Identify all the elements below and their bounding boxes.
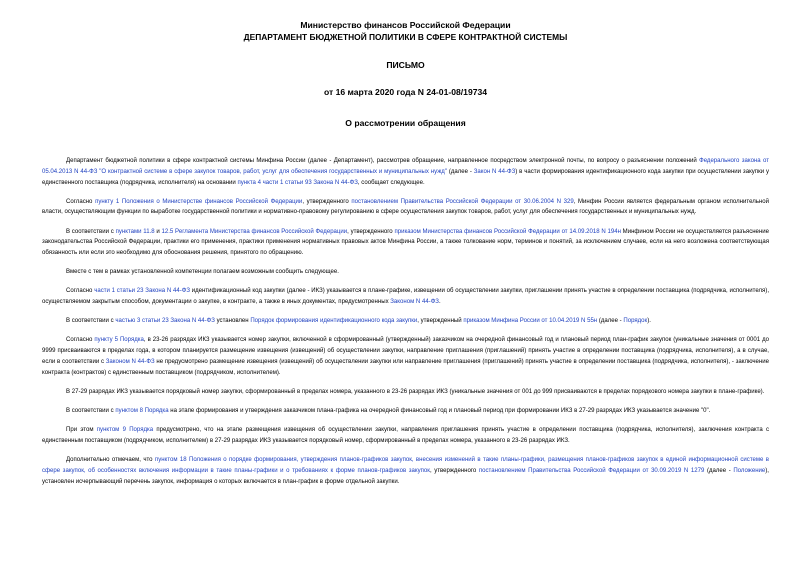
legal-reference-link[interactable]: пунктом 18 Положения о порядке формирования, утверждения планов-графиков закупок, внесения изменений в такие планы-графики, размещения планов-графиков закупок в единой информационной системе в сфере закупок, об особенностях включения информации в такие планы-графики и о требованиях к форме планов-графиков закупок <box>42 456 769 474</box>
legal-reference-link[interactable]: Положение <box>733 467 766 474</box>
paragraph-text: В 27-29 разрядах ИКЗ указывается порядковый номер закупки, сформированный в пределах номера, указанного в 23-26 разрядах ИКЗ (уникальные значения от 001 до 999 присваиваются в пределах порядкового номера закупки в плане-графике). <box>66 388 765 395</box>
paragraph-text: В соответствии с <box>66 407 116 414</box>
paragraph-text: (далее - <box>704 467 734 474</box>
paragraph-text: и <box>154 228 162 235</box>
document-body <box>42 156 769 487</box>
paragraph-text: Департамент бюджетной политики в сфере контрактной системы Минфина России (далее - Департамент), рассмотрев обращение, направленное посредством электронной почты, по вопросу о разъяснении положений <box>66 158 700 164</box>
paragraph-text: установлен <box>214 318 251 325</box>
paragraph-text: (далее - <box>446 168 474 175</box>
paragraph-text: Согласно <box>66 337 95 344</box>
paragraph-text: , в 23-26 разрядах ИКЗ указывается номер закупки, включенной в сформированный (утвержденный) заказчиком на очередной финансовый год и плановый период план-график закупок (уникальные значения от 0001 до 9999 присваиваются в пределах года, в котором планируется размещение извещения (извещений) об осуществлении закупки, направление приглашения (приглашений) принять участие в определении поставщика (подрядчика, исполнителя), а в случае, если в соответствии с <box>42 337 769 365</box>
legal-reference-link[interactable]: приказом Минфина России от 10.04.2019 N 55н <box>463 318 598 325</box>
paragraph-text: Вместе с тем в рамках установленной компетенции полагаем возможным сообщить следующее. <box>66 269 339 276</box>
legal-reference-link[interactable]: Законом N 44-ФЗ <box>105 358 155 365</box>
document-date-number: от 16 марта 2020 года N 24-01-08/19734 <box>323 87 488 97</box>
paragraph-text: ) в части формирования идентификационного кода закупки при осуществлении закупки у единственного поставщика (подрядчика, исполнителя) на основании <box>42 168 769 186</box>
paragraph-text: Минфином России не осуществляется разъяснение законодательства Российской Федерации, практики его применения, практики применения нормативных правовых актов Минфина России, а также толкование норм, терминов и понятий, за исключением случаев, если на него возложена соответствующая обязанность или если это необходимо для обоснования решения, принятого по обращению. <box>42 228 769 257</box>
body-paragraph <box>42 335 769 378</box>
ministry-name: Министерство финансов Российской Федерации <box>300 20 511 30</box>
legal-reference-link[interactable]: Закон N 44-ФЗ <box>473 168 516 175</box>
document-type: ПИСЬМО <box>386 60 425 70</box>
legal-reference-link[interactable]: части 1 статьи 23 Закона N 44-ФЗ <box>94 288 190 295</box>
paragraph-text: (далее - <box>597 318 624 325</box>
paragraph-text: , сообщает следующее. <box>357 179 425 186</box>
paragraph-text: ). <box>647 318 651 325</box>
paragraph-text: При этом <box>66 427 97 434</box>
body-paragraph <box>42 156 769 188</box>
legal-reference-link[interactable]: пунктом 8 Порядка <box>115 407 169 414</box>
body-paragraph <box>42 425 769 447</box>
legal-reference-link[interactable]: Порядок формирования идентификационного кода закупки <box>250 318 418 325</box>
legal-reference-link[interactable]: Законом N 44-ФЗ <box>390 299 439 306</box>
paragraph-text: , утвержденного <box>302 198 352 205</box>
body-paragraph <box>42 406 769 417</box>
paragraph-text: ), установлен исчерпывающий перечень закупок, информация о которых включается в план-график в форме отдельной закупки. <box>42 467 769 485</box>
legal-reference-link[interactable]: 12.5 Регламента Министерства финансов Российской Федерации <box>161 228 348 235</box>
body-paragraph <box>42 197 769 219</box>
legal-reference-link[interactable]: пунктами 11.8 <box>115 228 155 235</box>
paragraph-text: В соответствии с <box>66 228 116 235</box>
department-name: ДЕПАРТАМЕНТ БЮДЖЕТНОЙ ПОЛИТИКИ В СФЕРЕ КОНТРАКТНОЙ СИСТЕМЫ <box>243 31 568 42</box>
legal-reference-link[interactable]: постановлением Правительства Российской Федерации от 30.09.2019 N 1279 <box>478 467 705 474</box>
paragraph-text: Согласно <box>66 288 95 295</box>
body-paragraph <box>42 455 769 487</box>
paragraph-text: В соответствии с <box>66 318 116 325</box>
paragraph-text: . <box>438 299 441 306</box>
document-header <box>42 20 769 43</box>
legal-reference-link[interactable]: Порядок <box>623 318 648 325</box>
paragraph-text: на этапе формирования и утверждения заказчиком плана-графика на очередной финансовый год и плановый период при формировании ИКЗ в 27-29 разрядах ИКЗ указывается значение "0". <box>168 407 711 414</box>
document-subject: О рассмотрении обращения <box>345 118 466 128</box>
paragraph-text: не предусмотрено размещение извещения (извещений) об осуществлении закупки или направление приглашения (приглашений) принять участие в определении поставщика (подрядчика, исполнителя), - заключение контракта (контрактов) с единственным поставщиком (подрядчиком, исполнителем). <box>42 358 770 376</box>
body-paragraph <box>42 267 769 278</box>
legal-reference-link[interactable]: приказом Министерства финансов Российской Федерации от 14.09.2018 N 194н <box>394 228 621 235</box>
body-paragraph <box>42 227 769 259</box>
paragraph-text: , утвержденного <box>429 467 479 474</box>
paragraph-text: Дополнительно отмечаем, что <box>66 456 155 463</box>
paragraph-text: предусмотрено, что на этапе размещения извещения об осуществлении закупки, направления приглашения принять участие в определении поставщика (подрядчика, исполнителя), заключения контракта с единственным поставщиком (подрядчиком, исполнителем) в 27-29 разрядах ИКЗ указывается порядковый номер, сформированный в пределах номера, указанного в 23-26 разрядах ИКЗ. <box>42 427 769 444</box>
legal-reference-link[interactable]: пункту 5 Порядка <box>94 337 144 344</box>
paragraph-text: , утвержденного <box>347 228 395 235</box>
paragraph-text: идентификационный код закупки (далее - ИКЗ) указывается в плане-графике, извещении об осуществлении закупки, приглашении принять участие в определении поставщика (подрядчика, исполнителя), осуществляемом закрытым способом, документации о закупке, в контракте, а также в иных документах, предусмотренных <box>42 288 769 306</box>
body-paragraph <box>42 316 769 327</box>
legal-reference-link[interactable]: пункта 4 части 1 статьи 93 Закона N 44-ФЗ <box>237 179 358 186</box>
legal-reference-link[interactable]: пунктом 9 Порядка <box>96 427 154 434</box>
paragraph-text: , Минфин России является федеральным органом исполнительной власти, осуществляющим функции по выработке государственной политики и нормативно-правовому регулированию в сфере осуществления закупок товаров, работ, услуг для обеспечения государственных и муниципальных нужд. <box>42 198 770 216</box>
paragraph-text: Согласно <box>66 198 96 205</box>
body-paragraph <box>42 387 769 398</box>
legal-reference-link[interactable]: Федерального закона от 05.04.2013 N 44-ФЗ "О контрактной системе в сфере закупок товаров, работ, услуг для обеспечения государственных и муниципальных нужд" <box>42 158 769 175</box>
body-paragraph <box>42 286 769 308</box>
legal-reference-link[interactable]: пункту 1 Положения о Министерстве финансов Российской Федерации <box>95 198 303 205</box>
legal-reference-link[interactable]: частью 3 статьи 23 Закона N 44-ФЗ <box>115 318 215 325</box>
legal-reference-link[interactable]: постановлением Правительства Российской Федерации от 30.06.2004 N 329 <box>351 198 574 205</box>
paragraph-text: , утвержденный <box>417 318 464 325</box>
